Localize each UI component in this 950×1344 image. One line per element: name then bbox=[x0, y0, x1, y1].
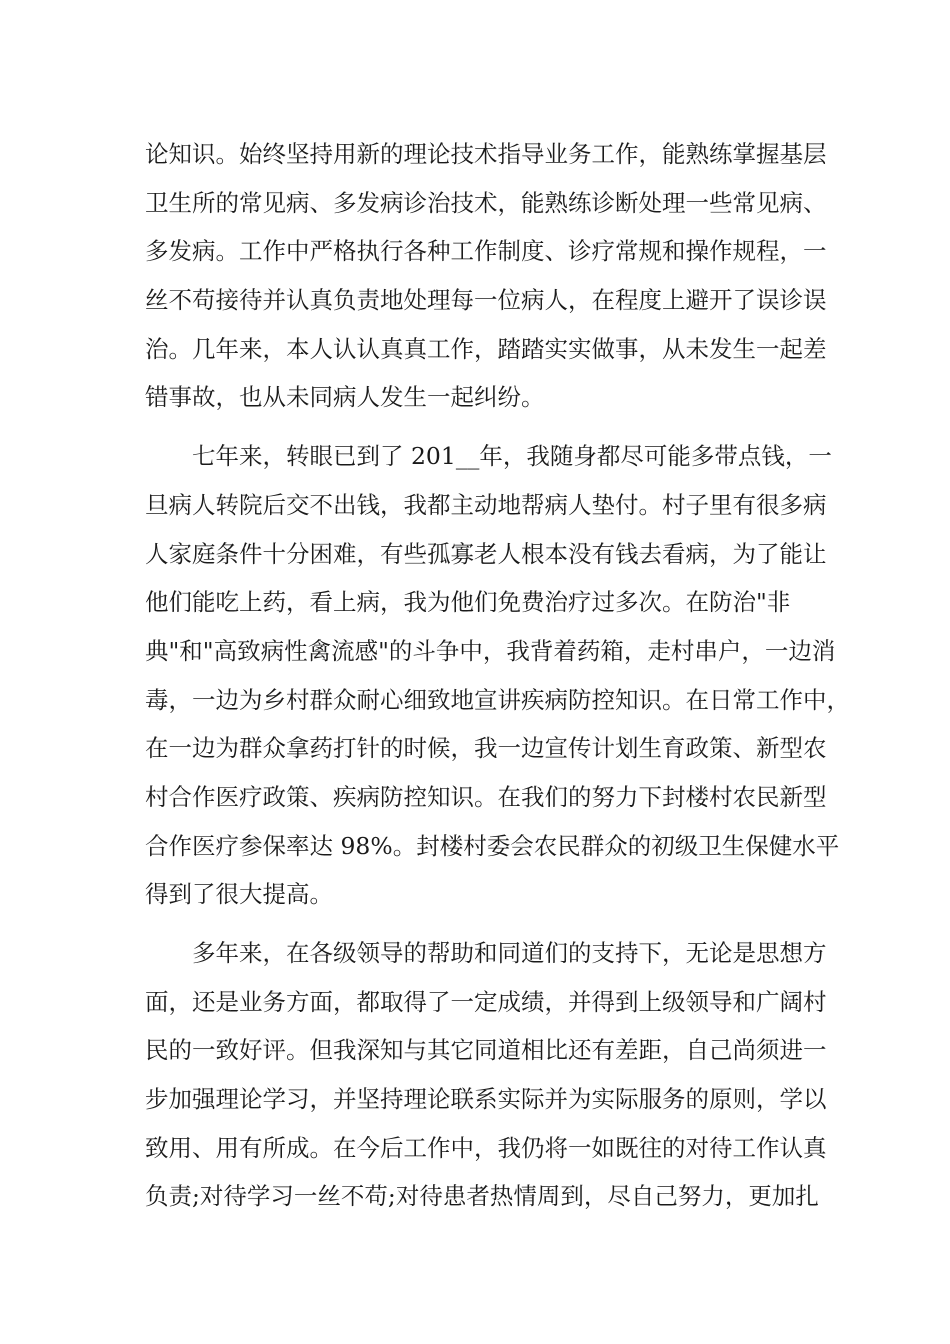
paragraph-line: 致用、用有所成。在今后工作中，我仍将一如既往的对待工作认真 bbox=[145, 1133, 827, 1162]
paragraph-line: 他们能吃上药，看上病，我为他们免费治疗过多次。在防治"非 bbox=[145, 588, 791, 617]
paragraph-line: 七年来，转眼已到了 201__年，我随身都尽可能多带点钱，一 bbox=[192, 442, 832, 471]
paragraph-line: 旦病人转院后交不出钱，我都主动地帮病人垫付。村子里有很多病 bbox=[145, 490, 827, 519]
paragraph-1 bbox=[145, 130, 825, 422]
paragraph-line: 民的一致好评。但我深知与其它同道相比还有差距，自己尚须进一 bbox=[145, 1036, 827, 1065]
paragraph-line: 丝不苟接待并认真负责地处理每一位病人，在程度上避开了误诊误 bbox=[145, 286, 827, 315]
paragraph-line: 错事故，也从未同病人发生一起纠纷。 bbox=[145, 383, 545, 412]
paragraph-line: 面，还是业务方面，都取得了一定成绩，并得到上级领导和广阔村 bbox=[145, 987, 827, 1016]
paragraph-3 bbox=[145, 929, 825, 1221]
paragraph-line: 典"和"高致病性禽流感"的斗争中，我背着药箱，走村串户，一边消 bbox=[145, 636, 836, 665]
paragraph-line: 论知识。始终坚持用新的理论技术指导业务工作，能熟练掌握基层 bbox=[145, 140, 827, 168]
paragraph-line: 多年来，在各级领导的帮助和同道们的支持下，无论是思想方 bbox=[192, 939, 827, 967]
paragraph-line: 步加强理论学习，并坚持理论联系实际并为实际服务的原则，学以 bbox=[145, 1085, 827, 1114]
paragraph-line: 多发病。工作中严格执行各种工作制度、诊疗常规和操作规程，一 bbox=[145, 237, 827, 266]
paragraph-line: 人家庭条件十分困难，有些孤寡老人根本没有钱去看病，为了能让 bbox=[145, 539, 827, 568]
paragraph-line: 合作医疗参保率达 98%。封楼村委会农民群众的初级卫生保健水平 bbox=[145, 831, 840, 860]
paragraph-line: 负责;对待学习一丝不苟;对待患者热情周到，尽自己努力，更加扎 bbox=[145, 1182, 819, 1211]
paragraph-spacer bbox=[145, 919, 825, 929]
document-body bbox=[145, 130, 850, 1221]
paragraph-spacer bbox=[145, 422, 825, 432]
paragraph-line: 治。几年来，本人认认真真工作，踏踏实实做事，从未发生一起差 bbox=[145, 334, 827, 363]
paragraph-line: 村合作医疗政策、疾病防控知识。在我们的努力下封楼村农民新型 bbox=[145, 782, 827, 811]
paragraph-line: 毒，一边为乡村群众耐心细致地宣讲疾病防控知识。在日常工作中， bbox=[145, 685, 850, 714]
paragraph-line: 在一边为群众拿药打针的时候，我一边宣传计划生育政策、新型农 bbox=[145, 734, 827, 763]
paragraph-line: 卫生所的常见病、多发病诊治技术，能熟练诊断处理一些常见病、 bbox=[145, 188, 827, 217]
paragraph-2 bbox=[145, 432, 850, 919]
paragraph-line: 得到了很大提高。 bbox=[145, 880, 333, 909]
